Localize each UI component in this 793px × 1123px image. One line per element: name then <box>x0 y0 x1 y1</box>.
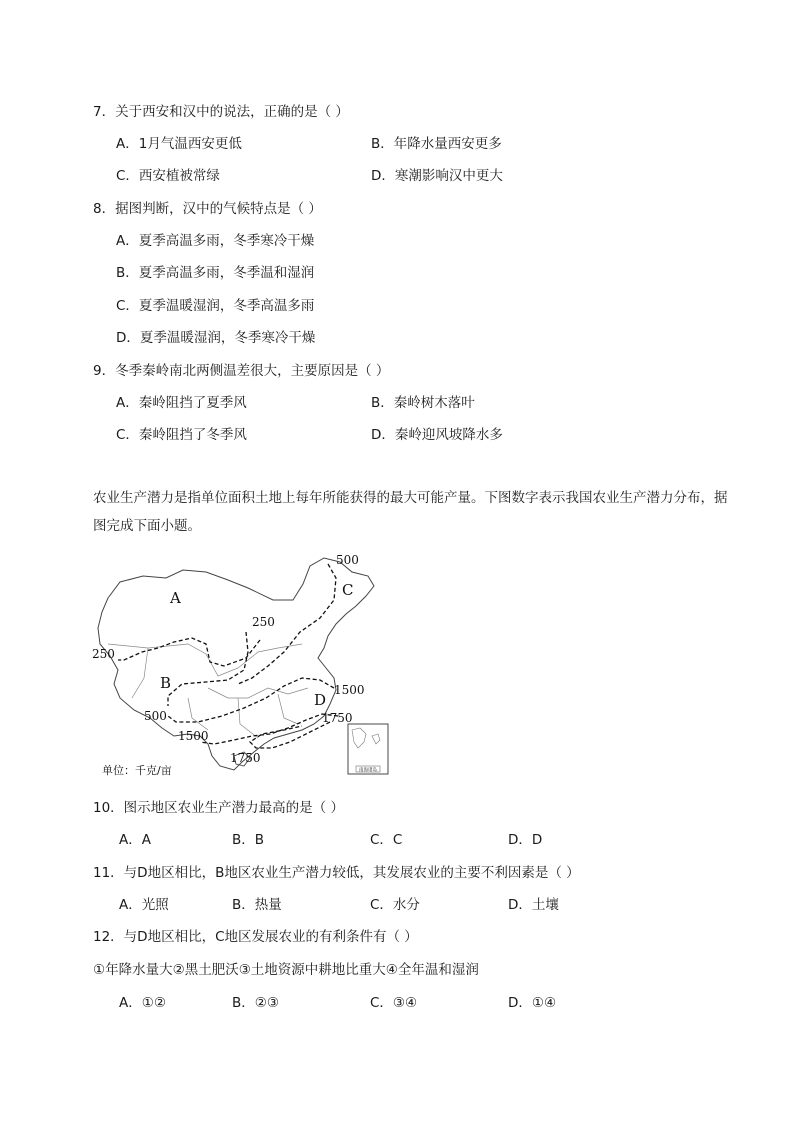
inset-label: 南海诸岛 <box>359 768 377 773</box>
q9-option-d: D．秦岭迎风坡降水多 <box>371 427 503 443</box>
q12-statements: ①年降水量大②黑土肥沃③土地资源中耕地比重大④全年温和湿润 <box>93 962 479 978</box>
q9-option-a: A．秦岭阻挡了夏季风 <box>116 395 247 411</box>
q8-option-c: C．夏季温暖湿润，冬季高温多雨 <box>116 298 315 314</box>
contour-label-500-ne: 500 <box>336 553 359 567</box>
contour-1500-east <box>168 678 334 722</box>
q10-option-b: B．B <box>232 832 265 848</box>
region-label-a: A <box>170 589 181 607</box>
q11-option-a: A．光照 <box>119 897 169 913</box>
q11-option-d: D．土壤 <box>508 897 559 913</box>
contour-label-250-center: 250 <box>252 615 275 629</box>
q12-option-d: D．①④ <box>508 995 557 1011</box>
q7-stem: 7．关于西安和汉中的说法，正确的是（ ） <box>93 104 349 120</box>
q11-option-c: C．水分 <box>370 897 420 913</box>
q7-option-b: B．年降水量西安更多 <box>371 136 502 152</box>
q11-stem: 11．与D地区相比，B地区农业生产潜力较低，其发展农业的主要不利因素是（ ） <box>93 865 580 881</box>
q8-stem: 8．据图判断，汉中的气候特点是（ ） <box>93 201 322 217</box>
q10-stem: 10．图示地区农业生产潜力最高的是（ ） <box>93 800 344 816</box>
q7-option-d: D．寒潮影响汉中更大 <box>371 168 503 184</box>
contour-label-500-sw: 500 <box>144 709 167 723</box>
region-label-b: B <box>160 674 172 692</box>
q12-option-a: A．①② <box>119 995 166 1011</box>
q7-option-a: A．1月气温西安更低 <box>116 136 242 152</box>
q10-option-d: D．D <box>508 832 543 848</box>
passage-text: 农业生产潜力是指单位面积土地上每年所能获得的最大可能产量。下图数字表示我国农业生产潜力分布，据图完成下面小题。 <box>93 490 728 534</box>
map-unit-label: 单位：千克/亩 <box>102 764 172 777</box>
q8-option-a: A．夏季高温多雨，冬季寒冷干燥 <box>116 233 315 249</box>
contour-label-1750-south: 1750 <box>230 751 261 765</box>
q10-option-a: A．A <box>119 832 151 848</box>
q7-option-c: C．西安植被常绿 <box>116 168 220 184</box>
q9-stem: 9．冬季秦岭南北两侧温差很大，主要原因是（ ） <box>93 363 390 379</box>
china-agri-potential-map <box>88 548 398 780</box>
contour-label-1500-south: 1500 <box>178 729 209 743</box>
region-label-c: C <box>342 581 354 599</box>
contour-250-inner <box>118 638 260 666</box>
q12-stem: 12．与D地区相比，C地区发展农业的有利条件有（ ） <box>93 929 418 945</box>
contour-label-1500-east: 1500 <box>334 683 365 697</box>
q8-option-d: D．夏季温暖湿润，冬季寒冷干燥 <box>116 330 316 346</box>
q9-option-c: C．秦岭阻挡了冬季风 <box>116 427 247 443</box>
region-label-d: D <box>314 691 327 709</box>
q12-option-b: B．②③ <box>232 995 279 1011</box>
q8-option-b: B．夏季高温多雨，冬季温和湿润 <box>116 265 315 281</box>
q9-option-b: B．秦岭树木落叶 <box>371 395 475 411</box>
q11-option-b: B．热量 <box>232 897 282 913</box>
contour-label-250-west: 250 <box>92 647 115 661</box>
contour-label-1750-east: 1750 <box>322 711 353 725</box>
q12-option-c: C．③④ <box>370 995 418 1011</box>
q10-option-c: C．C <box>370 832 403 848</box>
china-outline <box>98 558 374 770</box>
